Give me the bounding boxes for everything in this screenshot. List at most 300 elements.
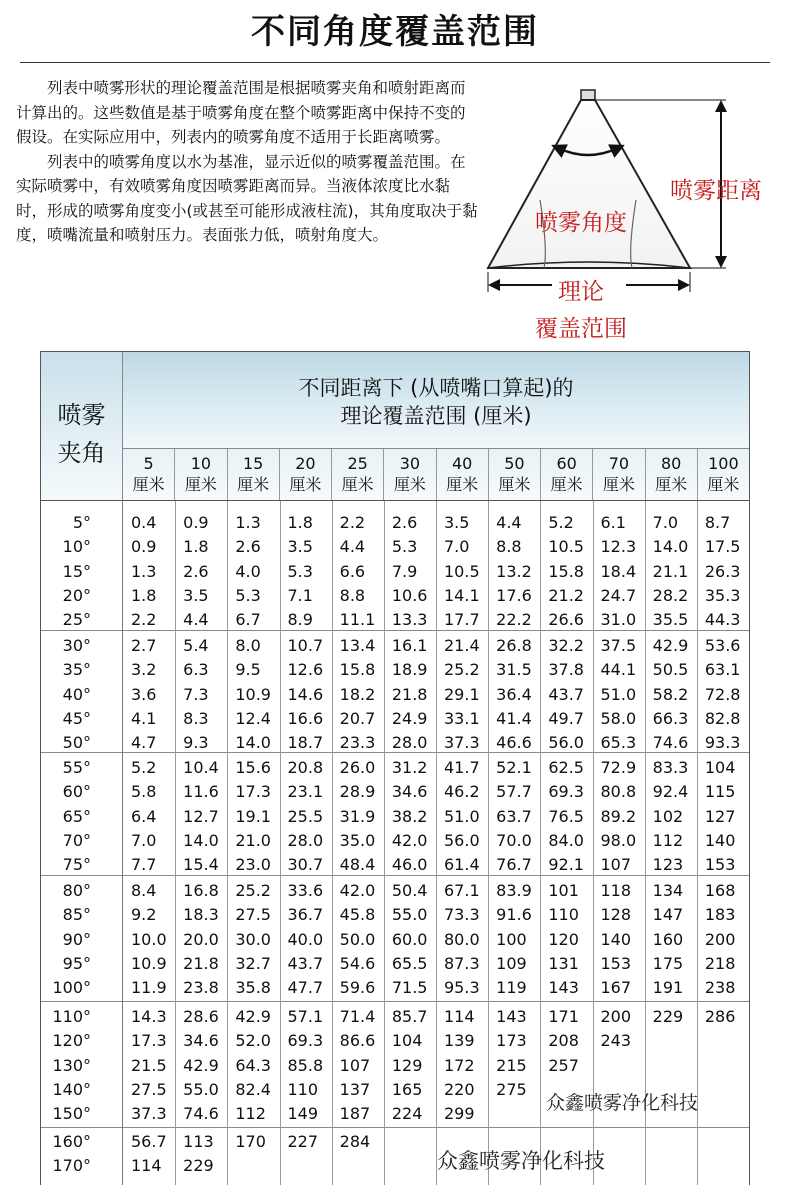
coverage-value-cell: 3.5	[183, 585, 209, 605]
distance-header-cell	[175, 449, 227, 500]
range-header-line2: 理论覆盖范围 (厘米)	[340, 404, 532, 428]
distance-header-cell	[228, 449, 280, 500]
coverage-value-cell: 83.3	[652, 758, 689, 777]
coverage-value-cell: 4.0	[235, 561, 261, 581]
coverage-value-cell: 40.0	[287, 929, 324, 949]
coverage-value-cell: 63.7	[496, 806, 532, 826]
page-title: 不同角度覆盖范围	[251, 12, 539, 52]
spray-angle-cell: 15°	[62, 561, 91, 581]
table-row	[41, 829, 749, 853]
coverage-value-cell: 42.0	[391, 830, 428, 850]
coverage-value-cell: 153	[600, 953, 632, 973]
distance-unit: 厘米	[446, 475, 479, 494]
distance-value: 80	[660, 454, 682, 473]
spray-angle-cell: 110°	[52, 1007, 91, 1026]
coverage-value-cell: 93.3	[704, 733, 741, 753]
coverage-label-line1: 理论	[558, 279, 604, 305]
coverage-value-cell: 3.6	[131, 684, 157, 704]
coverage-value-cell: 1.3	[235, 513, 261, 532]
coverage-value-cell: 6.3	[183, 660, 209, 680]
coverage-value-cell: 100	[496, 929, 527, 949]
distance-unit: 厘米	[655, 475, 688, 494]
coverage-value-cell: 56.0	[548, 733, 584, 753]
coverage-value-cell: 5.3	[287, 561, 313, 581]
distance-unit: 厘米	[289, 475, 322, 494]
coverage-value-cell: 110	[548, 905, 579, 925]
coverage-value-cell: 104	[704, 758, 736, 777]
coverage-value-cell: 23.8	[183, 978, 219, 998]
coverage-value-cell: 42.0	[339, 881, 376, 900]
distance-header-cell	[384, 449, 436, 500]
coverage-value-cell: 46.6	[496, 733, 532, 753]
coverage-value-cell: 44.1	[600, 660, 637, 680]
coverage-value-cell: 9.2	[131, 905, 157, 925]
distance-header-cell	[332, 449, 384, 500]
distance-value: 15	[242, 454, 264, 473]
coverage-value-cell: 4.4	[496, 513, 522, 532]
coverage-value-cell: 131	[548, 953, 579, 973]
coverage-value-cell: 21.4	[444, 636, 480, 655]
coverage-value-cell: 48.4	[339, 855, 376, 875]
spray-angle-cell: 5°	[72, 513, 91, 532]
coverage-value-cell: 2.7	[131, 636, 157, 655]
spray-angle-cell: 140°	[52, 1079, 91, 1099]
table-row	[41, 560, 749, 584]
table-row	[41, 952, 749, 976]
coverage-value-cell: 76.5	[548, 806, 584, 826]
coverage-value-cell: 208	[548, 1031, 579, 1051]
coverage-value-cell: 23.0	[235, 855, 271, 875]
coverage-value-cell: 16.6	[287, 708, 324, 728]
coverage-value-cell: 31.0	[600, 610, 637, 630]
coverage-value-cell: 50.5	[652, 660, 689, 680]
coverage-value-cell: 23.1	[287, 782, 324, 802]
coverage-value-cell: 8.9	[287, 610, 313, 630]
coverage-value-cell: 284	[339, 1132, 371, 1151]
coverage-value-cell: 84.0	[548, 830, 584, 850]
coverage-value-cell: 4.1	[131, 708, 157, 728]
coverage-value-cell: 104	[391, 1031, 423, 1051]
coverage-value-cell: 70.0	[496, 830, 532, 850]
coverage-value-cell: 10.9	[131, 953, 167, 973]
coverage-value-cell: 167	[600, 978, 632, 998]
coverage-value-cell: 7.1	[287, 585, 313, 605]
intro-paragraph-1: 列表中喷雾形状的理论覆盖范围是根据喷雾夹角和喷射距离而计算出的。这些数值是基于喷雾角度在整个喷雾距离中保持不变的假设。在实际应用中，列表内的喷雾角度不适用于长距离喷雾。	[16, 79, 466, 146]
spray-angle-label: 喷雾角度	[535, 210, 627, 236]
spray-angle-cell: 35°	[62, 660, 91, 680]
coverage-value-cell: 18.7	[287, 733, 324, 753]
coverage-value-cell: 20.0	[183, 929, 219, 949]
coverage-value-cell: 6.6	[339, 561, 366, 581]
coverage-value-cell: 19.1	[235, 806, 271, 826]
coverage-value-cell: 82.8	[704, 708, 741, 728]
column-divider	[645, 501, 646, 1185]
distance-unit: 厘米	[498, 475, 531, 494]
coverage-value-cell: 34.6	[391, 782, 428, 802]
coverage-value-cell: 229	[183, 1156, 214, 1176]
spray-angle-cell: 95°	[62, 953, 91, 973]
coverage-value-cell: 153	[704, 855, 736, 875]
coverage-value-cell: 6.1	[600, 513, 626, 532]
coverage-value-cell: 224	[391, 1104, 423, 1124]
coverage-value-cell: 134	[652, 881, 684, 900]
column-divider	[227, 501, 228, 1185]
coverage-value-cell: 21.5	[131, 1055, 167, 1075]
coverage-value-cell: 286	[704, 1007, 736, 1026]
coverage-value-cell: 50.4	[391, 881, 428, 900]
coverage-value-cell: 118	[600, 881, 632, 900]
coverage-value-cell: 67.1	[444, 881, 480, 900]
coverage-value-cell: 243	[600, 1031, 632, 1051]
coverage-value-cell: 10.5	[444, 561, 480, 581]
coverage-value-cell: 43.7	[548, 684, 584, 704]
range-header-line1: 不同距离下 (从喷嘴口算起)的	[298, 376, 574, 400]
coverage-value-cell: 15.8	[548, 561, 584, 581]
coverage-value-cell: 58.0	[600, 708, 637, 728]
coverage-value-cell: 110	[287, 1079, 319, 1099]
coverage-value-cell: 21.1	[652, 561, 689, 581]
coverage-value-cell: 36.7	[287, 905, 324, 925]
coverage-value-cell: 17.7	[444, 610, 480, 630]
spray-angle-cell: 50°	[62, 733, 91, 753]
distance-header-cell	[541, 449, 593, 500]
coverage-value-cell: 7.0	[131, 830, 157, 850]
coverage-value-cell: 52.0	[235, 1031, 271, 1051]
coverage-value-cell: 54.6	[339, 953, 376, 973]
coverage-value-cell: 72.8	[704, 684, 741, 704]
distance-unit: 厘米	[184, 475, 217, 494]
coverage-value-cell: 35.8	[235, 978, 271, 998]
coverage-value-cell: 74.6	[652, 733, 689, 753]
coverage-value-cell: 149	[287, 1104, 319, 1124]
coverage-value-cell: 31.9	[339, 806, 376, 826]
spray-angle-cell: 75°	[62, 855, 91, 875]
coverage-value-cell: 32.2	[548, 636, 584, 655]
coverage-value-cell: 85.8	[287, 1055, 324, 1075]
coverage-value-cell: 64.3	[235, 1055, 271, 1075]
coverage-value-cell: 13.3	[391, 610, 428, 630]
coverage-value-cell: 2.2	[339, 513, 366, 532]
coverage-value-cell: 129	[391, 1055, 423, 1075]
coverage-value-cell: 20.8	[287, 758, 324, 777]
column-divider	[593, 501, 594, 1185]
coverage-value-cell: 14.0	[652, 537, 689, 557]
coverage-value-cell: 43.7	[287, 953, 324, 973]
column-divider	[697, 501, 698, 1185]
coverage-value-cell: 55.0	[183, 1079, 219, 1099]
coverage-value-cell: 183	[704, 905, 736, 925]
coverage-value-cell: 12.6	[287, 660, 324, 680]
coverage-value-cell: 7.9	[391, 561, 418, 581]
distance-value: 25	[347, 454, 368, 473]
distance-header-cell	[593, 449, 645, 500]
coverage-value-cell: 65.5	[391, 953, 428, 973]
distance-value: 5	[143, 454, 154, 473]
coverage-value-cell: 1.8	[183, 537, 209, 557]
coverage-value-cell: 37.8	[548, 660, 584, 680]
coverage-value-cell: 1.8	[287, 513, 313, 532]
coverage-value-cell: 114	[444, 1007, 475, 1026]
coverage-value-cell: 14.0	[235, 733, 271, 753]
band-divider	[41, 630, 749, 631]
coverage-value-cell: 8.3	[183, 708, 209, 728]
column-divider	[540, 501, 541, 1185]
coverage-value-cell: 14.0	[183, 830, 219, 850]
spray-angle-cell: 10°	[62, 537, 91, 557]
coverage-value-cell: 69.3	[548, 782, 584, 802]
coverage-value-cell: 5.3	[391, 537, 418, 557]
distance-unit: 厘米	[341, 475, 374, 494]
coverage-value-cell: 5.2	[548, 513, 574, 532]
coverage-value-cell: 63.1	[704, 660, 741, 680]
band-divider	[41, 752, 749, 753]
table-row	[41, 976, 749, 1000]
coverage-value-cell: 16.8	[183, 881, 219, 900]
distance-value: 10	[190, 454, 212, 473]
coverage-value-cell: 58.2	[652, 684, 689, 704]
coverage-value-cell: 27.5	[131, 1079, 167, 1099]
coverage-value-cell: 46.0	[391, 855, 428, 875]
coverage-value-cell: 10.0	[131, 929, 167, 949]
coverage-value-cell: 83.9	[496, 881, 532, 900]
table-row	[41, 1130, 749, 1154]
coverage-value-cell: 41.7	[444, 758, 480, 777]
coverage-value-cell: 92.4	[652, 782, 689, 802]
coverage-value-cell: 8.7	[704, 513, 731, 532]
coverage-value-cell: 112	[235, 1104, 266, 1124]
coverage-value-cell: 60.0	[391, 929, 428, 949]
coverage-value-cell: 7.7	[131, 855, 157, 875]
coverage-value-cell: 8.4	[131, 881, 157, 900]
coverage-value-cell: 8.8	[496, 537, 522, 557]
table-row	[41, 535, 749, 559]
coverage-value-cell: 59.6	[339, 978, 376, 998]
coverage-value-cell: 35.0	[339, 830, 376, 850]
coverage-value-cell: 5.8	[131, 782, 157, 802]
coverage-value-cell: 3.5	[287, 537, 313, 557]
distance-unit: 厘米	[707, 475, 740, 494]
coverage-value-cell: 26.6	[548, 610, 584, 630]
coverage-value-cell: 18.2	[339, 684, 376, 704]
coverage-value-cell: 17.3	[131, 1031, 167, 1051]
coverage-value-cell: 10.5	[548, 537, 584, 557]
coverage-value-cell: 69.3	[287, 1031, 324, 1051]
column-divider	[122, 501, 123, 1185]
coverage-value-cell: 28.6	[183, 1007, 219, 1026]
distance-unit: 厘米	[132, 475, 165, 494]
coverage-value-cell: 2.2	[131, 610, 157, 630]
coverage-value-cell: 173	[496, 1031, 527, 1051]
spray-cone-diagram	[478, 80, 788, 350]
distance-header-cell	[698, 449, 749, 500]
coverage-value-cell: 22.2	[496, 610, 532, 630]
coverage-value-cell: 34.6	[183, 1031, 219, 1051]
distance-value: 20	[295, 454, 316, 473]
coverage-value-cell: 56.7	[131, 1132, 167, 1151]
coverage-value-cell: 33.1	[444, 708, 480, 728]
table-row	[41, 780, 749, 804]
coverage-value-cell: 143	[496, 1007, 527, 1026]
table-row	[41, 658, 749, 682]
distance-value: 50	[504, 454, 525, 473]
coverage-value-cell: 2.6	[183, 561, 209, 581]
coverage-value-cell: 160	[652, 929, 684, 949]
coverage-value-cell: 42.9	[235, 1007, 271, 1026]
coverage-value-cell: 107	[600, 855, 632, 875]
coverage-value-cell: 127	[704, 806, 736, 826]
coverage-value-cell: 21.8	[391, 684, 428, 704]
coverage-value-cell: 61.4	[444, 855, 480, 875]
coverage-value-cell: 12.3	[600, 537, 637, 557]
intro-paragraph-2: 列表中的喷雾角度以水为基准，显示近似的喷雾覆盖范围。在实际喷雾中，有效喷雾角度因喷雾距离而异。当液体浓度比水黏时，形成的喷雾角度变小(或甚至可能形成液柱流)，其角度取决于黏度，喷嘴流量和喷射压力。表面张力低，喷射角度大。	[16, 152, 478, 244]
distance-unit: 厘米	[393, 475, 426, 494]
coverage-value-cell: 25.2	[444, 660, 480, 680]
table-row	[41, 928, 749, 952]
coverage-value-cell: 37.5	[600, 636, 637, 655]
coverage-value-cell: 65.3	[600, 733, 637, 753]
coverage-value-cell: 42.9	[652, 636, 689, 655]
coverage-value-cell: 2.6	[235, 537, 261, 557]
coverage-value-cell: 170	[235, 1132, 266, 1151]
coverage-value-cell: 4.4	[183, 610, 209, 630]
coverage-value-cell: 27.5	[235, 905, 271, 925]
distance-unit: 厘米	[550, 475, 583, 494]
coverage-value-cell: 18.3	[183, 905, 219, 925]
coverage-value-cell: 92.1	[548, 855, 584, 875]
table-row	[41, 707, 749, 731]
spray-angle-cell: 60°	[62, 782, 91, 802]
coverage-value-cell: 37.3	[131, 1104, 167, 1124]
coverage-value-cell: 10.4	[183, 758, 219, 777]
angle-column-header	[41, 352, 123, 501]
coverage-value-cell: 172	[444, 1055, 475, 1075]
coverage-value-cell: 13.4	[339, 636, 376, 655]
spray-angle-cell: 100°	[52, 978, 91, 998]
column-divider	[175, 501, 176, 1185]
distance-header-cell	[489, 449, 541, 500]
spray-angle-cell: 70°	[62, 830, 91, 850]
spray-angle-cell: 55°	[62, 758, 91, 777]
table-row	[41, 805, 749, 829]
coverage-value-cell: 140	[600, 929, 632, 949]
coverage-value-cell: 28.2	[652, 585, 689, 605]
coverage-value-cell: 57.7	[496, 782, 532, 802]
coverage-value-cell: 139	[444, 1031, 475, 1051]
band-divider	[41, 1001, 749, 1002]
coverage-value-cell: 1.8	[131, 585, 157, 605]
coverage-value-cell: 24.7	[600, 585, 637, 605]
coverage-value-cell: 86.6	[339, 1031, 376, 1051]
coverage-value-cell: 25.5	[287, 806, 324, 826]
table-row	[41, 1054, 749, 1078]
coverage-value-cell: 112	[652, 830, 684, 850]
coverage-value-cell: 28.0	[391, 733, 428, 753]
coverage-value-cell: 275	[496, 1079, 527, 1099]
coverage-value-cell: 21.0	[235, 830, 271, 850]
coverage-value-cell: 128	[600, 905, 632, 925]
coverage-value-cell: 42.9	[183, 1055, 219, 1075]
coverage-value-cell: 31.2	[391, 758, 428, 777]
coverage-value-cell: 120	[548, 929, 579, 949]
coverage-value-cell: 7.0	[444, 537, 470, 557]
coverage-value-cell: 14.3	[131, 1007, 167, 1026]
coverage-value-cell: 17.6	[496, 585, 532, 605]
coverage-value-cell: 56.0	[444, 830, 480, 850]
coverage-value-cell: 218	[704, 953, 736, 973]
watermark-text: 众鑫喷雾净化科技	[437, 1149, 605, 1173]
coverage-value-cell: 200	[600, 1007, 632, 1026]
coverage-value-cell: 24.9	[391, 708, 428, 728]
table-row	[41, 608, 749, 632]
distance-value: 40	[451, 454, 473, 473]
coverage-value-cell: 26.8	[496, 636, 532, 655]
column-divider	[332, 501, 333, 1185]
coverage-value-cell: 80.8	[600, 782, 637, 802]
coverage-value-cell: 49.7	[548, 708, 584, 728]
coverage-value-cell: 98.0	[600, 830, 637, 850]
distance-value: 100	[708, 454, 739, 473]
coverage-value-cell: 17.3	[235, 782, 271, 802]
coverage-value-cell: 51.0	[600, 684, 637, 704]
coverage-value-cell: 26.3	[704, 561, 741, 581]
table-row	[41, 584, 749, 608]
coverage-value-cell: 115	[704, 782, 736, 802]
coverage-value-cell: 35.3	[704, 585, 741, 605]
spray-cone-outline	[488, 100, 690, 268]
coverage-value-cell: 4.4	[339, 537, 366, 557]
coverage-value-cell: 299	[444, 1104, 475, 1124]
coverage-value-cell: 3.5	[444, 513, 470, 532]
coverage-value-cell: 114	[131, 1156, 162, 1176]
coverage-value-cell: 12.4	[235, 708, 271, 728]
coverage-value-cell: 31.5	[496, 660, 532, 680]
spray-distance-label: 喷雾距离	[670, 178, 762, 204]
coverage-value-cell: 21.2	[548, 585, 584, 605]
spray-angle-cell: 65°	[62, 806, 91, 826]
spray-angle-cell: 45°	[62, 708, 91, 728]
spray-angle-cell: 120°	[52, 1031, 91, 1051]
coverage-value-cell: 5.4	[183, 636, 209, 655]
coverage-value-cell: 14.6	[287, 684, 324, 704]
coverage-value-cell: 7.0	[652, 513, 679, 532]
table-row	[41, 1029, 749, 1053]
coverage-value-cell: 171	[548, 1007, 579, 1026]
coverage-value-cell: 215	[496, 1055, 527, 1075]
coverage-value-cell: 41.4	[496, 708, 532, 728]
coverage-value-cell: 82.4	[235, 1079, 271, 1099]
coverage-value-cell: 0.4	[131, 513, 157, 532]
coverage-value-cell: 200	[704, 929, 736, 949]
coverage-value-cell: 18.9	[391, 660, 428, 680]
coverage-value-cell: 28.0	[287, 830, 324, 850]
coverage-value-cell: 25.2	[235, 881, 271, 900]
coverage-value-cell: 0.9	[131, 537, 157, 557]
coverage-value-cell: 46.2	[444, 782, 480, 802]
coverage-value-cell: 175	[652, 953, 684, 973]
distance-value: 70	[608, 454, 630, 473]
coverage-value-cell: 10.6	[391, 585, 428, 605]
distance-unit: 厘米	[602, 475, 635, 494]
angle-header-line2: 夹角	[57, 439, 106, 467]
coverage-label-line2: 覆盖范围	[535, 316, 627, 342]
coverage-value-cell: 229	[652, 1007, 684, 1026]
coverage-value-cell: 80.0	[444, 929, 480, 949]
coverage-value-cell: 55.0	[391, 905, 428, 925]
coverage-value-cell: 6.4	[131, 806, 157, 826]
coverage-value-cell: 0.9	[183, 513, 209, 532]
coverage-value-cell: 76.7	[496, 855, 532, 875]
coverage-value-cell: 11.9	[131, 978, 167, 998]
